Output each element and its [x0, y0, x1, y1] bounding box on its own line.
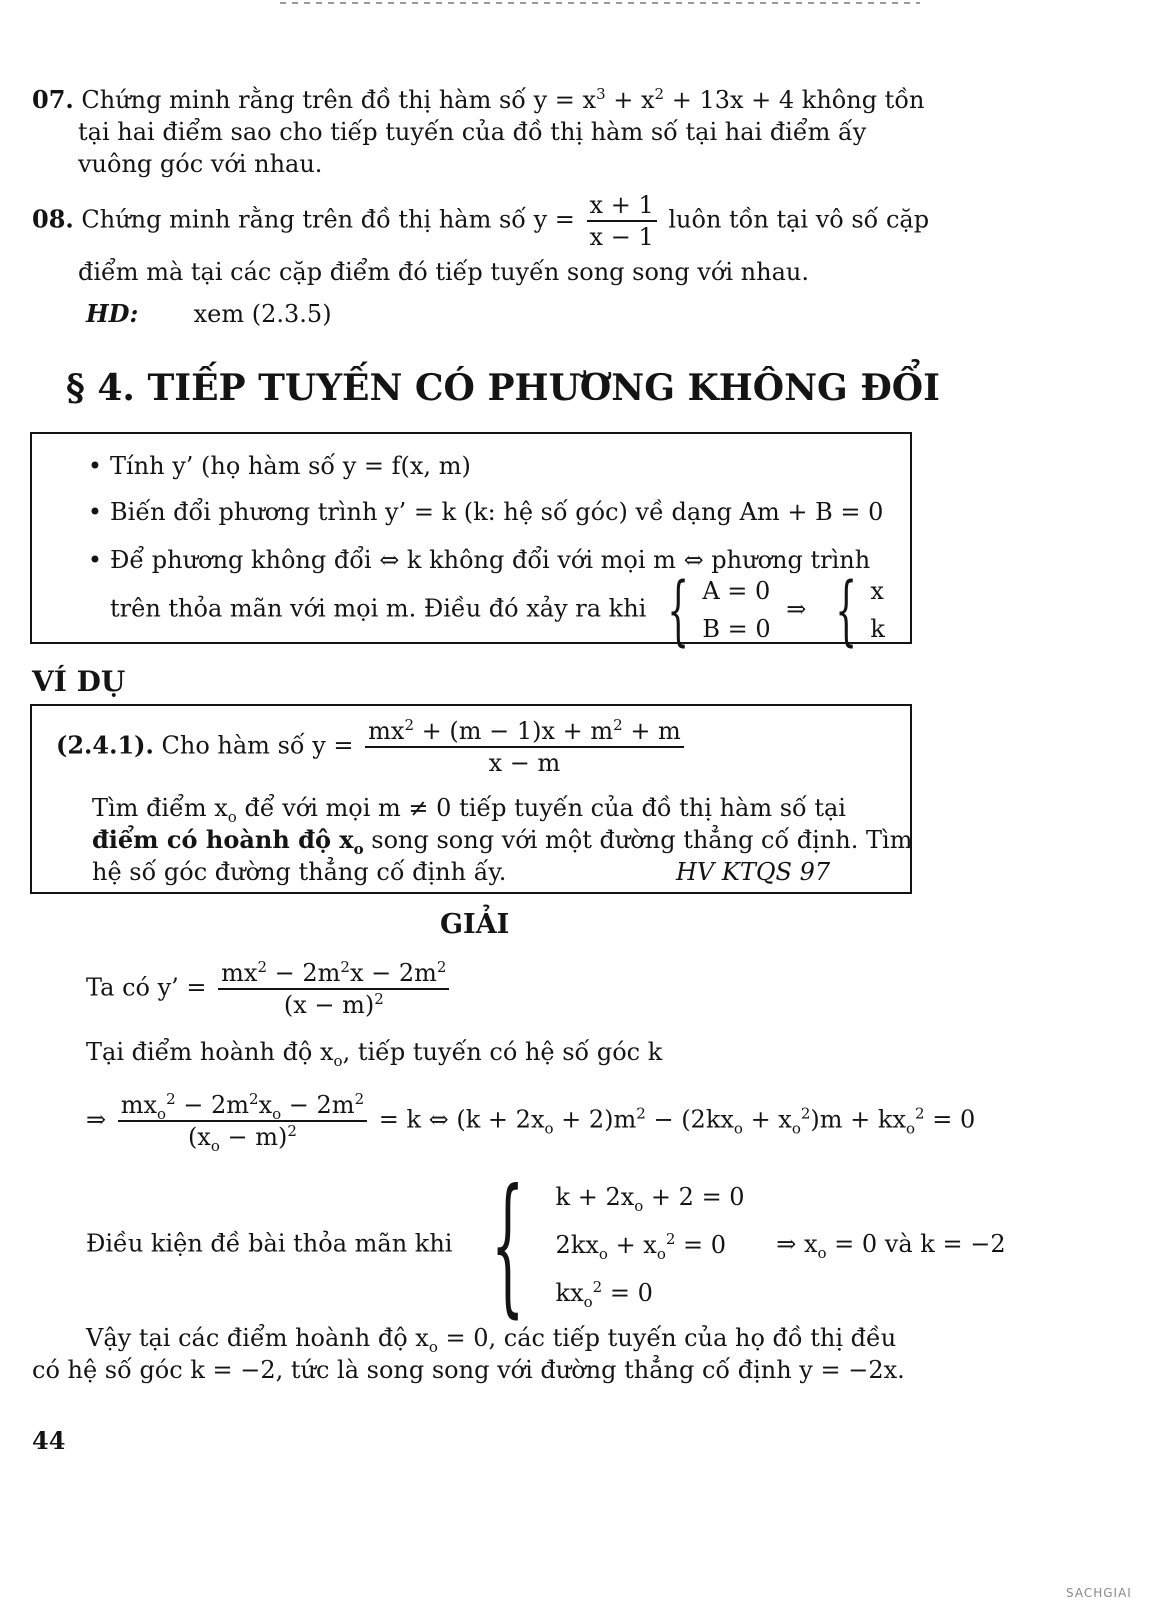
watermark-logo: SACHGIAI: [1066, 1586, 1132, 1600]
condition-system: Điều kiện đề bài thỏa mãn khi { $k + 2x_o + 2 = 0$ $2kx_o + x_o^2 = 0$ $kx_o^2 = 0$ ⇒ $x_o = 0$ và k = −2: [86, 1158, 1006, 1332]
implies-arrow: ⇒: [786, 594, 807, 623]
example-source: HV KTQS 97: [676, 858, 831, 886]
method-item-2: • Biến đổi phương trình y’ = k (k: hệ số góc) về dạng Am + B = 0: [80, 496, 883, 528]
fraction: $\frac{x + 1}{x - 1}$: [587, 190, 657, 252]
left-brace: {: [667, 565, 690, 654]
example-line1: (2.4.1). Cho hàm số y = $\frac{mx^2 + (m - 1)x + m^2 + m}{x - m}$: [56, 716, 688, 778]
bullet-icon: •: [87, 452, 103, 480]
exercise-07-line3: vuông góc với nhau.: [78, 150, 323, 178]
fraction: $\frac{mx^2 - 2m^2x - 2m^2}{(x - m)^2}$: [218, 958, 449, 1020]
conclusion-line2: có hệ số góc k = −2, tức là song song với đường thẳng cố định y = −2x.: [32, 1356, 905, 1384]
exercise-08-line1: 08. Chứng minh rằng trên đồ thị hàm số y = $\frac{x + 1}{x - 1}$ luôn tồn tại vô số cặp: [32, 191, 930, 251]
implies-arrow: ⇒: [86, 1105, 107, 1134]
fraction: $\frac{mx_o^2 - 2m^2x_o - 2m^2}{(x_o - m)^2}$: [118, 1090, 367, 1152]
left-brace: {: [835, 565, 858, 654]
exercise-number: 08.: [32, 204, 74, 234]
tangent-line: Tại điểm hoành độ $x_o$, tiếp tuyến có hệ số góc k: [86, 1038, 663, 1070]
derivative-line: Ta có y’ = $\frac{mx^2 - 2m^2x - 2m^2}{(x - m)^2}$: [86, 958, 453, 1020]
system-xk: x k: [870, 577, 885, 643]
example-label: (2.4.1).: [56, 730, 154, 760]
bullet-icon: •: [87, 546, 103, 574]
hint-label: HD:: [86, 299, 139, 328]
left-brace: {: [491, 1158, 525, 1332]
example-line4: hệ số góc đường thẳng cố định ấy.: [92, 858, 507, 886]
section-title: § 4. TIẾP TUYẾN CÓ PHƯƠNG KHÔNG ĐỔI: [66, 367, 940, 409]
page-number: 44: [32, 1426, 66, 1455]
hint-line: [86, 298, 332, 330]
exercise-07-line2: tại hai điểm sao cho tiếp tuyến của đồ thị hàm số tại hai điểm ấy: [78, 118, 867, 146]
system-equations: $k + 2x_o + 2 = 0$ $2kx_o + x_o^2 = 0$ $kx_o^2 = 0$: [555, 1183, 745, 1311]
example-line3: điểm có hoành độ $x_o$ song song với một đường thẳng cố định. Tìm: [92, 825, 913, 858]
bullet-icon: •: [87, 498, 103, 526]
system-ab: A = 0 B = 0: [702, 577, 771, 643]
exercise-number: 07.: [32, 85, 74, 114]
exercise-07-line1: 07. Chứng minh rằng trên đồ thị hàm số $y = x^3 + x^2 + 13x + 4$ không tồn: [32, 85, 925, 114]
method-item-3-cont: trên thỏa mãn với mọi m. Điều đó xảy ra khi { A = 0 B = 0 ⇒ { x k: [110, 565, 885, 654]
solution-heading: GIẢI: [440, 909, 510, 940]
method-item-3: • Để phương không đổi ⇔ k không đổi với mọi m ⇔ phương trình: [80, 544, 870, 576]
main-equation: ⇒ $\frac{mx_o^2 - 2m^2x_o - 2m^2}{(x_o - m)^2}$ = k ⇔ $(k + 2x_o + 2)m^2 - (2kx_o + x_o^2)m + kx_o^2 = 0$: [86, 1090, 976, 1155]
hint-text: xem (2.3.5): [193, 300, 332, 328]
exercise-08-line2: điểm mà tại các cặp điểm đó tiếp tuyến song song với nhau.: [78, 258, 809, 286]
fraction: $\frac{mx^2 + (m - 1)x + m^2 + m}{x - m}$: [365, 716, 684, 778]
conclusion-line1: Vậy tại các điểm hoành độ $x_o = 0$, các tiếp tuyến của họ đồ thị đều: [86, 1324, 897, 1356]
method-item-1: • Tính y’ (họ hàm số y = f(x, m): [80, 450, 471, 482]
example-heading: VÍ DỤ: [32, 665, 126, 698]
result: ⇒ $x_o = 0$ và k = −2: [776, 1229, 1006, 1262]
top-scan-line: [280, 2, 920, 4]
example-line2: Tìm điểm $x_o$ để với mọi m ≠ 0 tiếp tuyến của đồ thị hàm số tại: [92, 794, 846, 826]
